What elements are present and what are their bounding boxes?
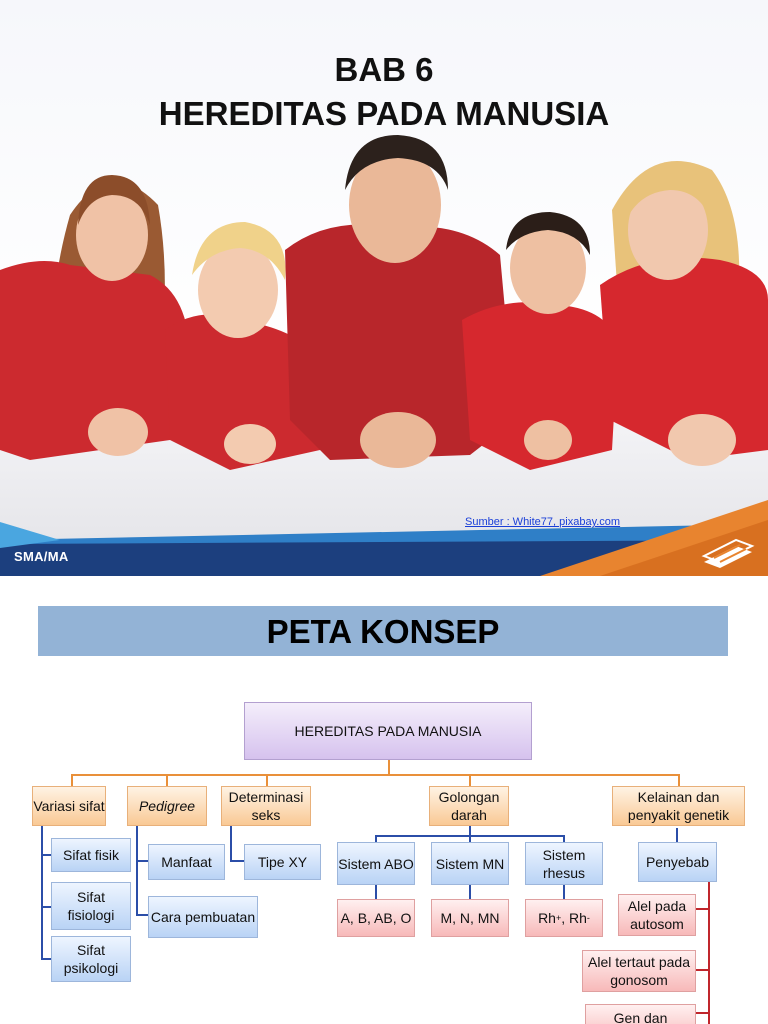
node-pedigree[interactable]: Pedigree [127, 786, 207, 826]
connector [71, 774, 680, 776]
node-cara-pembuatan[interactable]: Cara pembuatan [148, 896, 258, 938]
node-mn-values[interactable]: M, N, MN [431, 899, 509, 937]
node-gen-dan[interactable] [585, 1004, 696, 1024]
connector [563, 885, 565, 899]
connector [678, 774, 680, 786]
connector [696, 969, 710, 971]
connector [136, 826, 138, 916]
node-sistem-abo[interactable]: Sistem ABO [337, 842, 415, 885]
title-line-2: HEREDITAS PADA MANUSIA [158, 95, 610, 132]
connector [230, 826, 232, 862]
node-alel-gonosom[interactable]: Alel tertaut pada gonosom [582, 950, 696, 992]
footer-label: SMA/MA [14, 549, 69, 564]
books-logo-icon [700, 536, 756, 570]
node-tipe-xy[interactable]: Tipe XY [244, 844, 321, 880]
node-sistem-mn[interactable]: Sistem MN [431, 842, 509, 885]
root-node[interactable]: HEREDITAS PADA MANUSIA [244, 702, 532, 760]
node-manfaat[interactable]: Manfaat [148, 844, 225, 880]
node-penyebab[interactable]: Penyebab [638, 842, 717, 882]
connector [41, 958, 51, 960]
connector [136, 914, 148, 916]
node-kelainan-genetik[interactable]: Kelainan dan penyakit genetik [612, 786, 745, 826]
connector [230, 860, 244, 862]
connector [266, 774, 268, 786]
node-determinasi-seks[interactable]: Determinasi seks [221, 786, 311, 826]
title-line-1: BAB 6 [334, 51, 434, 88]
connector [696, 1012, 710, 1014]
connector [71, 774, 73, 786]
node-sifat-fisik[interactable]: Sifat fisik [51, 838, 131, 872]
node-variasi-sifat[interactable]: Variasi sifat [32, 786, 106, 826]
node-sifat-fisiologi[interactable]: Sifat fisiologi [51, 882, 131, 930]
node-alel-autosom[interactable]: Alel pada autosom [618, 894, 696, 936]
slide-header: PETA KONSEP [38, 606, 728, 656]
connector [41, 854, 51, 856]
concept-map-slide [0, 576, 768, 1024]
connector [41, 906, 51, 908]
rh-separator: , Rh [561, 910, 587, 926]
node-rhesus-values[interactable]: Rh + , Rh - [525, 899, 603, 937]
node-gen-dan-label: Gen dan [613, 1010, 668, 1024]
connector [375, 885, 377, 899]
source-link[interactable]: Sumber : White77, pixabay.com [465, 516, 621, 528]
connector [136, 860, 148, 862]
connector [41, 826, 43, 960]
node-sifat-psikologi[interactable]: Sifat psikologi [51, 936, 131, 982]
rh-plus-base: Rh [538, 910, 556, 926]
connector [166, 774, 168, 786]
connector [708, 882, 710, 1024]
node-sistem-rhesus[interactable]: Sistem rhesus [525, 842, 603, 885]
connector [469, 885, 471, 899]
connector [696, 908, 710, 910]
node-abo-values[interactable]: A, B, AB, O [337, 899, 415, 937]
node-golongan-darah[interactable]: Golongan darah [429, 786, 509, 826]
connector [388, 759, 390, 774]
connector [469, 774, 471, 786]
